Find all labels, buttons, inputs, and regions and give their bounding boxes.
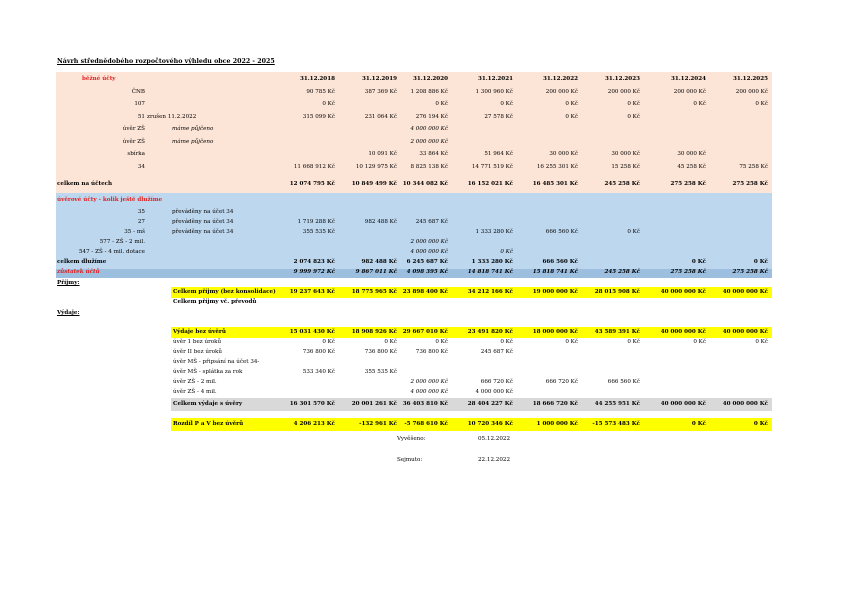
expense-row-value: 666 720 Kč bbox=[480, 379, 513, 385]
year-header: 31.12.2025 bbox=[732, 76, 768, 82]
accounts-total-value: 16 152 021 Kč bbox=[467, 181, 513, 187]
expense-total-value: 18 000 000 Kč bbox=[532, 329, 578, 335]
loans-total-value: 666 560 Kč bbox=[542, 259, 578, 265]
account-value: 0 Kč bbox=[435, 101, 448, 107]
account-value: 90 785 Kč bbox=[306, 89, 335, 95]
account-value: 231 064 Kč bbox=[364, 114, 397, 120]
account-value: 1 208 886 Kč bbox=[410, 89, 448, 95]
loan-value: 0 Kč bbox=[500, 249, 513, 255]
account-value: 8 825 138 Kč bbox=[410, 164, 448, 170]
loan-label: 577 - ZŠ - 2 mil. bbox=[99, 239, 145, 245]
balance-value: 15 818 741 Kč bbox=[532, 269, 578, 275]
year-header: 31.12.2024 bbox=[670, 76, 706, 82]
difference-value: -132 961 Kč bbox=[359, 421, 397, 427]
account-note: zrušen 11.2.2022 bbox=[147, 114, 197, 120]
difference-label: Rozdíl P a V bez úvěrů bbox=[173, 421, 244, 427]
account-value: 11 668 912 Kč bbox=[293, 164, 335, 170]
expense-grand-value: 44 255 951 Kč bbox=[594, 401, 640, 407]
income-total-value: 18 775 965 Kč bbox=[351, 289, 397, 295]
expense-row-value: 0 Kč bbox=[755, 339, 768, 345]
balance-value: 14 818 741 Kč bbox=[467, 269, 513, 275]
loan-note: převáděny na účet 34 bbox=[172, 209, 234, 215]
page-title: Návrh střednědobého rozpočtového výhledu obce 2022 - 2025 bbox=[57, 58, 275, 65]
loans-total-value: 982 488 Kč bbox=[361, 259, 397, 265]
account-label: 107 bbox=[134, 101, 145, 107]
removed-date: 22.12.2022 bbox=[478, 457, 511, 463]
expense-row-value: 533 340 Kč bbox=[302, 369, 335, 375]
loan-value: 2 000 000 Kč bbox=[410, 239, 448, 245]
account-value: 30 000 Kč bbox=[677, 151, 706, 157]
loan-label: 35 - mš bbox=[124, 229, 145, 235]
account-label: 34 bbox=[137, 164, 145, 170]
posted-label: Vyvěšeno: bbox=[397, 436, 426, 442]
expense-row-value: 736 800 Kč bbox=[415, 349, 448, 355]
account-value: 10 129 975 Kč bbox=[355, 164, 397, 170]
income-total-value: 40 000 000 Kč bbox=[660, 289, 706, 295]
expense-row-value: 0 Kč bbox=[384, 339, 397, 345]
account-value: 0 Kč bbox=[627, 101, 640, 107]
expense-total-label: Výdaje bez úvěrů bbox=[173, 329, 226, 335]
loan-value: 1 719 288 Kč bbox=[297, 219, 335, 225]
account-value: 15 258 Kč bbox=[611, 164, 640, 170]
loan-note: převáděny na účet 34 bbox=[172, 219, 234, 225]
income-total-value: 34 212 166 Kč bbox=[467, 289, 513, 295]
account-value: 200 000 Kč bbox=[673, 89, 706, 95]
expense-row-label: úvěr ZŠ - 4 mil. bbox=[173, 389, 217, 395]
account-label: ČNB bbox=[131, 89, 145, 95]
expense-grand-value: 16 301 570 Kč bbox=[289, 401, 335, 407]
difference-value: 0 Kč bbox=[753, 421, 768, 427]
loan-value: 0 Kč bbox=[627, 229, 640, 235]
accounts-total-value: 275 258 Kč bbox=[732, 181, 768, 187]
loans-total-value: 1 333 280 Kč bbox=[471, 259, 513, 265]
income-total-value: 28 015 908 Kč bbox=[594, 289, 640, 295]
account-note: máme půjčeno bbox=[172, 139, 214, 145]
loan-value: 1 333 280 Kč bbox=[475, 229, 513, 235]
account-value: 0 Kč bbox=[627, 114, 640, 120]
expense-row-value: 0 Kč bbox=[322, 339, 335, 345]
balance-value: 9 867 011 Kč bbox=[355, 269, 397, 275]
balance-value: 9 999 972 Kč bbox=[293, 269, 335, 275]
income-total-value: 40 000 000 Kč bbox=[722, 289, 768, 295]
loan-value: 4 000 000 Kč bbox=[410, 249, 448, 255]
account-value: 0 Kč bbox=[500, 101, 513, 107]
account-value: 33 864 Kč bbox=[419, 151, 448, 157]
expense-row-value: 2 000 000 Kč bbox=[410, 379, 448, 385]
account-value: 0 Kč bbox=[755, 101, 768, 107]
accounts-total-value: 10 344 082 Kč bbox=[402, 181, 448, 187]
account-value: 51 964 Kč bbox=[484, 151, 513, 157]
expense-row-label: úvěr MŠ - připsání na účet 34- bbox=[173, 359, 260, 365]
header-label: běžné účty bbox=[82, 76, 116, 82]
account-value: 10 091 Kč bbox=[368, 151, 397, 157]
expense-row-value: 355 535 Kč bbox=[364, 369, 397, 375]
loans-header: úvěrové účty - kolik ještě dlužíme bbox=[57, 197, 163, 203]
expense-row-label: úvěr 1 bez úroků bbox=[173, 339, 222, 345]
expense-total-value: 18 908 926 Kč bbox=[351, 329, 397, 335]
account-value: 315 099 Kč bbox=[302, 114, 335, 120]
expense-row-value: 736 800 Kč bbox=[302, 349, 335, 355]
year-header: 31.12.2019 bbox=[361, 76, 397, 82]
income-total-label: Celkem příjmy (bez konsolidace) bbox=[173, 289, 276, 295]
difference-value: 0 Kč bbox=[691, 421, 706, 427]
account-value: 4 000 000 Kč bbox=[410, 126, 448, 132]
expense-grand-value: 20 001 261 Kč bbox=[351, 401, 397, 407]
loans-total-value: 0 Kč bbox=[753, 259, 768, 265]
expense-total-value: 40 000 000 Kč bbox=[722, 329, 768, 335]
expense-row-value: 245 687 Kč bbox=[480, 349, 513, 355]
expense-row-value: 736 800 Kč bbox=[364, 349, 397, 355]
balance-value: 275 258 Kč bbox=[670, 269, 706, 275]
expense-row-value: 0 Kč bbox=[500, 339, 513, 345]
account-value: 27 578 Kč bbox=[484, 114, 513, 120]
expense-grand-label: Celkem výdaje s úvěry bbox=[173, 401, 243, 407]
expense-total-value: 15 031 430 Kč bbox=[289, 329, 335, 335]
account-value: 0 Kč bbox=[565, 101, 578, 107]
expense-row-value: 666 560 Kč bbox=[607, 379, 640, 385]
posted-date: 05.12.2022 bbox=[478, 436, 511, 442]
removed-label: Sejmuto: bbox=[397, 457, 423, 463]
loan-value: 245 687 Kč bbox=[415, 219, 448, 225]
account-value: 0 Kč bbox=[565, 114, 578, 120]
expense-grand-value: 40 000 000 Kč bbox=[660, 401, 706, 407]
year-header: 31.12.2018 bbox=[299, 76, 335, 82]
expense-row-label: úvěr ZŠ - 2 mil. bbox=[173, 379, 217, 385]
account-value: 14 771 519 Kč bbox=[471, 164, 513, 170]
difference-value: 10 720 346 Kč bbox=[467, 421, 513, 427]
year-header: 31.12.2023 bbox=[604, 76, 640, 82]
loan-value: 982 488 Kč bbox=[364, 219, 397, 225]
account-value: 200 000 Kč bbox=[607, 89, 640, 95]
accounts-total-value: 10 849 499 Kč bbox=[351, 181, 397, 187]
accounts-total-value: 275 258 Kč bbox=[670, 181, 706, 187]
balance-value: 4 098 395 Kč bbox=[406, 269, 448, 275]
loans-total-value: 6 245 687 Kč bbox=[406, 259, 448, 265]
expense-row-value: 4 000 000 Kč bbox=[475, 389, 513, 395]
loan-note: převáděny na účet 34 bbox=[172, 229, 234, 235]
account-label: úvěr ZŠ bbox=[122, 126, 145, 132]
account-value: 30 000 Kč bbox=[611, 151, 640, 157]
loan-value: 355 535 Kč bbox=[302, 229, 335, 235]
difference-value: -5 768 610 Kč bbox=[404, 421, 448, 427]
account-value: 75 258 Kč bbox=[739, 164, 768, 170]
account-label: 51 bbox=[137, 114, 145, 120]
year-header: 31.12.2021 bbox=[477, 76, 513, 82]
loans-total-value: 0 Kč bbox=[691, 259, 706, 265]
expense-row-value: 0 Kč bbox=[565, 339, 578, 345]
expense-grand-value: 18 666 720 Kč bbox=[532, 401, 578, 407]
accounts-total-value: 245 258 Kč bbox=[604, 181, 640, 187]
year-header: 31.12.2022 bbox=[542, 76, 578, 82]
expense-row-value: 0 Kč bbox=[693, 339, 706, 345]
account-value: 16 255 301 Kč bbox=[536, 164, 578, 170]
account-value: 0 Kč bbox=[322, 101, 335, 107]
loan-value: 666 560 Kč bbox=[545, 229, 578, 235]
account-value: 2 000 000 Kč bbox=[410, 139, 448, 145]
account-value: 200 000 Kč bbox=[735, 89, 768, 95]
account-value: 200 000 Kč bbox=[545, 89, 578, 95]
balance-value: 275 258 Kč bbox=[732, 269, 768, 275]
difference-value: -15 573 483 Kč bbox=[592, 421, 640, 427]
loan-label: 27 bbox=[137, 219, 145, 225]
loan-label: 35 bbox=[137, 209, 145, 215]
expense-total-value: 40 000 000 Kč bbox=[660, 329, 706, 335]
expense-row-label: úvěr MŠ - splátka za rok bbox=[173, 369, 243, 375]
account-value: 1 300 960 Kč bbox=[475, 89, 513, 95]
expense-total-value: 43 589 391 Kč bbox=[594, 329, 640, 335]
loans-total-value: 2 074 823 Kč bbox=[293, 259, 335, 265]
loan-label: 547 - ZŠ - 4 mil. dotace bbox=[78, 249, 145, 255]
accounts-total-value: 16 485 301 Kč bbox=[532, 181, 578, 187]
difference-value: 1 000 000 Kč bbox=[536, 421, 578, 427]
income-total-value: 19 000 000 Kč bbox=[532, 289, 578, 295]
account-value: 387 369 Kč bbox=[364, 89, 397, 95]
account-value: 45 258 Kč bbox=[677, 164, 706, 170]
expense-grand-value: 28 404 227 Kč bbox=[467, 401, 513, 407]
account-label: úvěr ZŠ bbox=[122, 139, 145, 145]
account-label: sbírka bbox=[127, 151, 145, 157]
loans-band bbox=[56, 193, 772, 269]
expense-row-value: 0 Kč bbox=[627, 339, 640, 345]
expense-grand-value: 36 403 810 Kč bbox=[402, 401, 448, 407]
income-transfers-label: Celkem příjmy vč. převodů bbox=[173, 299, 257, 305]
expense-total-value: 29 667 010 Kč bbox=[402, 329, 448, 335]
expense-row-value: 4 000 000 Kč bbox=[410, 389, 448, 395]
accounts-total-value: 12 074 795 Kč bbox=[289, 181, 335, 187]
account-value: 276 194 Kč bbox=[415, 114, 448, 120]
expense-row-value: 0 Kč bbox=[435, 339, 448, 345]
balance-label: zůstatek účtů bbox=[57, 269, 100, 275]
expense-row-label: úvěr II bez úroků bbox=[173, 349, 222, 355]
income-label: Příjmy: bbox=[57, 280, 80, 286]
account-note: máme půjčeno bbox=[172, 126, 214, 132]
year-header: 31.12.2020 bbox=[412, 76, 448, 82]
expense-grand-value: 40 000 000 Kč bbox=[722, 401, 768, 407]
income-total-value: 23 898 400 Kč bbox=[402, 289, 448, 295]
accounts-total-label: celkem na účtech bbox=[57, 181, 113, 187]
loans-total-label: celkem dlužíme bbox=[57, 259, 107, 265]
balance-value: 245 258 Kč bbox=[604, 269, 640, 275]
income-total-value: 19 237 643 Kč bbox=[289, 289, 335, 295]
account-value: 30 000 Kč bbox=[549, 151, 578, 157]
expense-label: Výdaje: bbox=[57, 310, 80, 316]
expense-total-value: 23 491 820 Kč bbox=[467, 329, 513, 335]
expense-row-value: 666 720 Kč bbox=[545, 379, 578, 385]
account-value: 0 Kč bbox=[693, 101, 706, 107]
difference-value: 4 206 213 Kč bbox=[293, 421, 335, 427]
